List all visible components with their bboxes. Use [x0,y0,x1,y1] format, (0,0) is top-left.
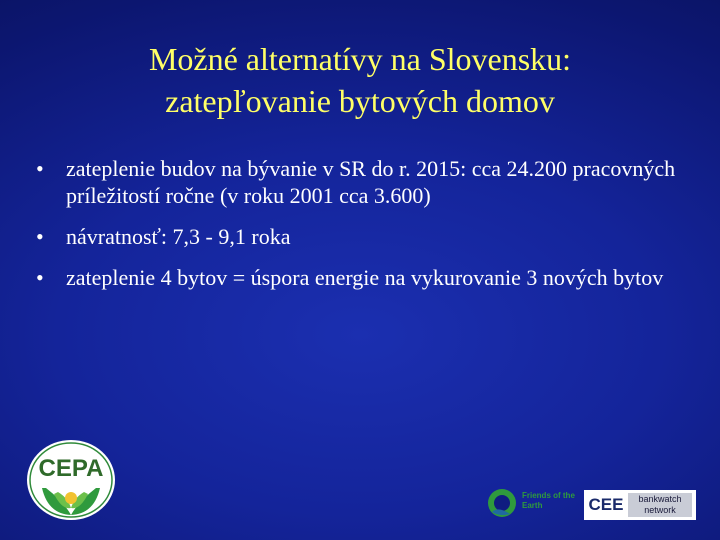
bullet-item [30,155,690,209]
bullet-text: zateplenie 4 bytov = úspora energie na vykurovanie 3 nových bytov [66,265,664,290]
cee-bankwatch-logo [584,490,696,520]
bullet-marker: • [36,224,44,249]
earth-ring-icon [486,486,520,520]
bankwatch-line-2: network [644,505,676,515]
bullet-text: návratnosť: 7,3 - 9,1 roka [66,224,291,249]
friends-of-the-earth-logo [486,486,582,520]
slide-title [40,38,680,122]
bullet-item [30,223,690,250]
friends-of-the-earth-text [522,491,575,511]
fotl-line-1: Friends of the [522,491,575,500]
title-line-1: Možné alternatívy na Slovensku: [148,41,572,77]
bullet-marker: • [36,156,44,181]
bankwatch-label [628,493,692,517]
fotl-line-2: Earth [522,501,543,510]
cepa-logo-icon [24,436,118,522]
cepa-logo [24,436,118,522]
bullet-marker: • [36,265,44,290]
bullet-text: zateplenie budov na bývanie v SR do r. 2015: cca 24.200 pracovných príležitostí ročne (v roku 2001 cca 3.600) [66,156,676,208]
cepa-logo-text: CEPA [38,455,104,482]
cee-mark: CEE [588,495,624,514]
title-line-2: zatepľovanie bytových domov [165,83,555,119]
bankwatch-line-1: bankwatch [638,494,682,504]
bullet-list [30,155,690,305]
bullet-item [30,264,690,291]
